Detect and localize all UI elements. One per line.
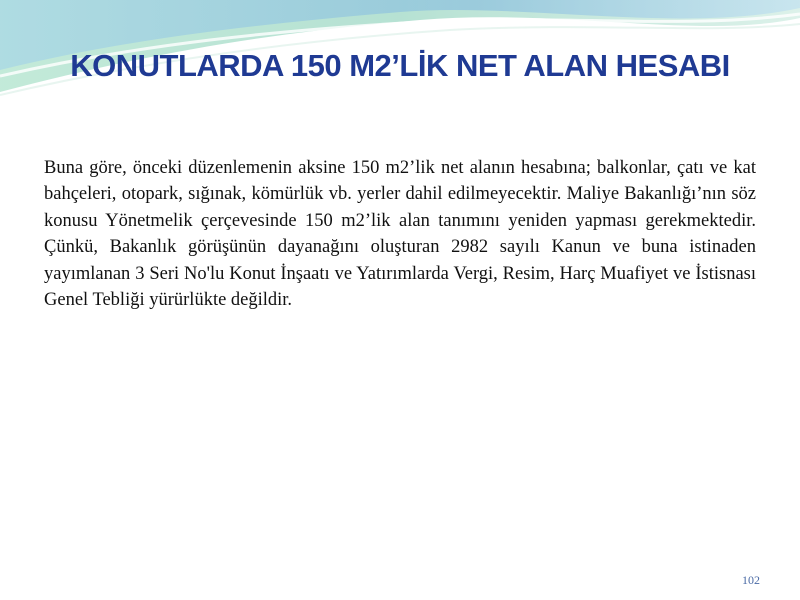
page-number: 102 bbox=[742, 573, 760, 587]
slide-title: KONUTLARDA 150 M2’LİK NET ALAN HESABI bbox=[70, 48, 730, 83]
slide-body-text: Buna göre, önceki düzenlemenin aksine 150 m2’lik net alanın hesabına; balkonlar, çatı ve kat bahçeleri, otopark, sığınak, kömürlük vb. yerler dahil edilmeyecektir. Maliye Bakanlığı’nın söz konusu Yönetmelik çerçevesinde 150 m2’lik alan tanımını yeniden yapması gerekmektedir. Çünkü, Bakanlık görüşünün dayanağını oluşturan 2982 sayılı Kanun ve buna istinaden yayımlanan 3 Seri No'lu Konut İnşaatı ve Yatırımlarda Vergi, Resim, Harç Muafiyet ve İstisnası Genel Tebliği yürürlükte değildir. bbox=[44, 158, 756, 311]
